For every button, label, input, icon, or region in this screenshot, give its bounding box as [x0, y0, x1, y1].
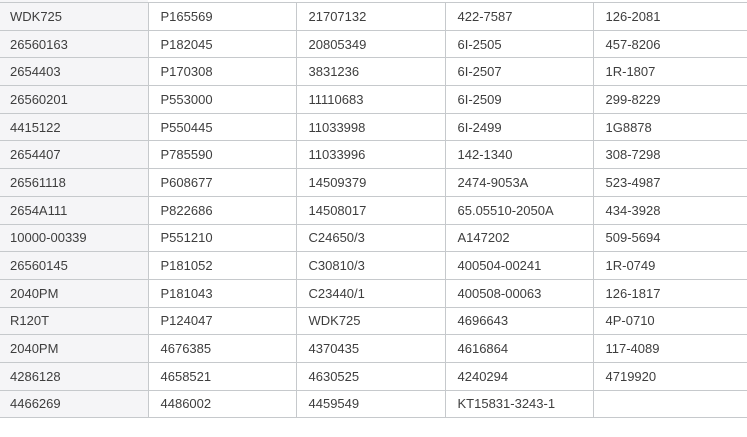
table-cell: 4616864 [445, 335, 593, 363]
table-row [0, 335, 747, 363]
cropped-row-sliver-first-col [0, 0, 148, 2]
table-cell: P165569 [148, 3, 296, 31]
table-cell: 6I-2499 [445, 113, 593, 141]
cropped-row-sliver-rest [148, 0, 747, 2]
table-cell: 14508017 [296, 196, 445, 224]
table-cell: 4P-0710 [593, 307, 747, 335]
table-cell: 4286128 [0, 362, 148, 390]
table-cell: 4676385 [148, 335, 296, 363]
table-cell: P181052 [148, 252, 296, 280]
table-cell: 117-4089 [593, 335, 747, 363]
table-cell: 509-5694 [593, 224, 747, 252]
table-cell: 1R-1807 [593, 58, 747, 86]
table-cell: P181043 [148, 279, 296, 307]
table-cell: 26561118 [0, 169, 148, 197]
table-row [0, 279, 747, 307]
table-cell: 11033998 [296, 113, 445, 141]
table-cell: 65.05510-2050A [445, 196, 593, 224]
table-cell: 2654407 [0, 141, 148, 169]
table-cell: 1G8878 [593, 113, 747, 141]
table-cell: 422-7587 [445, 3, 593, 31]
table-cell: 4696643 [445, 307, 593, 335]
table-row [0, 3, 747, 31]
table-cell: 126-1817 [593, 279, 747, 307]
table-cell: A147202 [445, 224, 593, 252]
table-row [0, 86, 747, 114]
table-row [0, 30, 747, 58]
table-cell: 11110683 [296, 86, 445, 114]
table-row [0, 307, 747, 335]
table-cell: 20805349 [296, 30, 445, 58]
table-cell: WDK725 [296, 307, 445, 335]
table-cell: 6I-2507 [445, 58, 593, 86]
table-cell: C24650/3 [296, 224, 445, 252]
table-cell: 11033996 [296, 141, 445, 169]
table-cell: 523-4987 [593, 169, 747, 197]
parts-cross-reference-table [0, 2, 747, 418]
cropped-row-sliver [0, 0, 747, 2]
table-cell: WDK725 [0, 3, 148, 31]
table-cell: P608677 [148, 169, 296, 197]
table-cell: 142-1340 [445, 141, 593, 169]
table-cell: 457-8206 [593, 30, 747, 58]
table-cell: 126-2081 [593, 3, 747, 31]
table-cell: 4415122 [0, 113, 148, 141]
table-cell: 4459549 [296, 390, 445, 418]
table-cell: 299-8229 [593, 86, 747, 114]
table-cell: 308-7298 [593, 141, 747, 169]
table-cell: 2654A111 [0, 196, 148, 224]
table-cell: 6I-2505 [445, 30, 593, 58]
table-cell: 4466269 [0, 390, 148, 418]
table-cell: P124047 [148, 307, 296, 335]
table-cell: P551210 [148, 224, 296, 252]
table-cell: R120T [0, 307, 148, 335]
table-row [0, 252, 747, 280]
table-cell: 2654403 [0, 58, 148, 86]
table-cell: 26560163 [0, 30, 148, 58]
table-cell: 2040PM [0, 279, 148, 307]
table-cell: 3831236 [296, 58, 445, 86]
table-cell: 1R-0749 [593, 252, 747, 280]
table-cell: P785590 [148, 141, 296, 169]
table-cell: 6I-2509 [445, 86, 593, 114]
table-cell: 4486002 [148, 390, 296, 418]
table-cell: 2040PM [0, 335, 148, 363]
table-cell: P550445 [148, 113, 296, 141]
parts-table-body [0, 3, 747, 418]
table-row [0, 390, 747, 418]
table-cell: 4370435 [296, 335, 445, 363]
table-row [0, 196, 747, 224]
table-row [0, 362, 747, 390]
table-cell: 2474-9053A [445, 169, 593, 197]
table-row [0, 113, 747, 141]
table-row [0, 224, 747, 252]
table-cell: P170308 [148, 58, 296, 86]
table-cell: 26560145 [0, 252, 148, 280]
table-cell: 14509379 [296, 169, 445, 197]
table-cell: P182045 [148, 30, 296, 58]
table-row [0, 58, 747, 86]
table-row [0, 169, 747, 197]
table-row [0, 141, 747, 169]
table-cell: 4658521 [148, 362, 296, 390]
table-cell: 400504-00241 [445, 252, 593, 280]
table-cell: C23440/1 [296, 279, 445, 307]
table-cell: 10000-00339 [0, 224, 148, 252]
table-cell: 4630525 [296, 362, 445, 390]
table-cell: 400508-00063 [445, 279, 593, 307]
table-cell: KT15831-3243-1 [445, 390, 593, 418]
table-cell: 4240294 [445, 362, 593, 390]
table-cell: 4719920 [593, 362, 747, 390]
table-cell: 26560201 [0, 86, 148, 114]
table-cell: 21707132 [296, 3, 445, 31]
table-cell: 434-3928 [593, 196, 747, 224]
table-cell: P822686 [148, 196, 296, 224]
table-cell: P553000 [148, 86, 296, 114]
table-cell: C30810/3 [296, 252, 445, 280]
table-cell [593, 390, 747, 418]
